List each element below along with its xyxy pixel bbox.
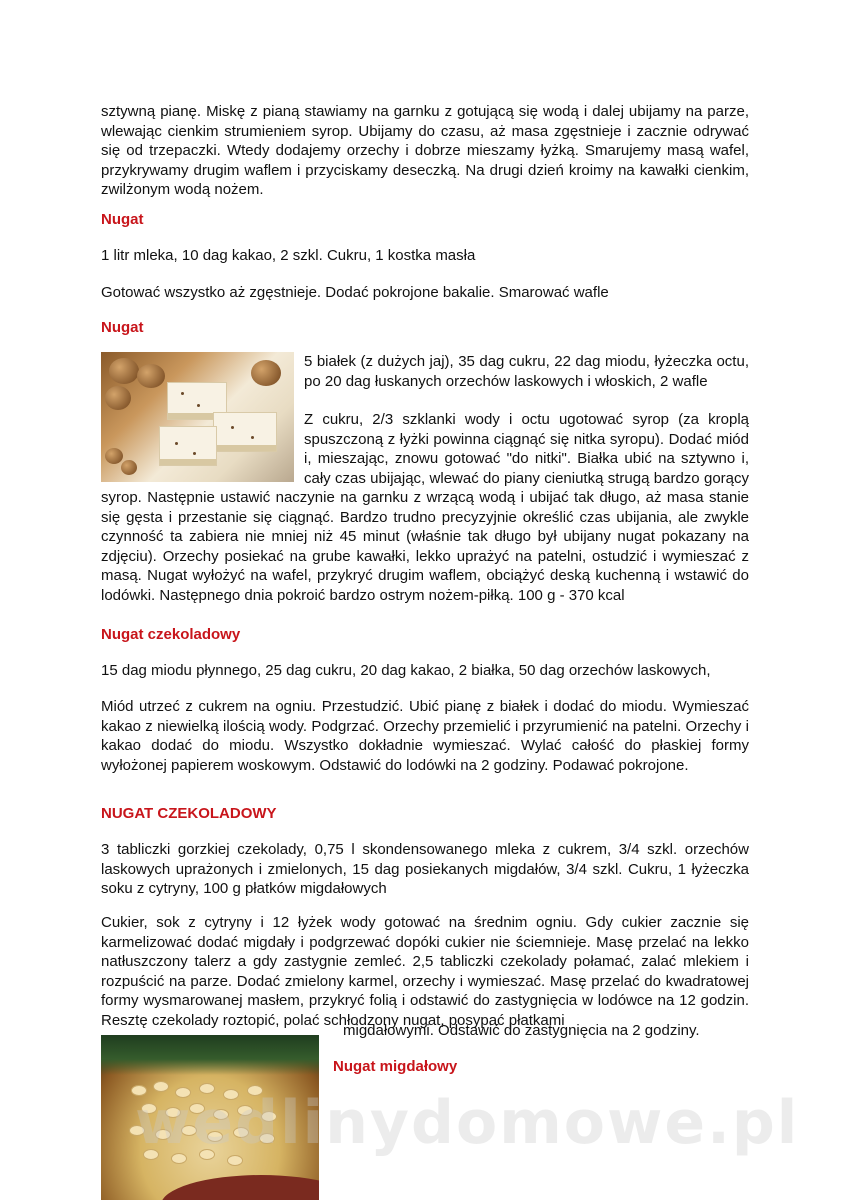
recipe-1-method: Gotować wszystko aż zgęstnieje. Dodać pokrojone bakalie. Smarować wafle bbox=[101, 284, 609, 301]
recipe-4-method-end: migdałowymi. Odstawić do zastygnięcia na 2 godziny. bbox=[343, 1022, 700, 1039]
watermark: wedlinydomowe.pl bbox=[135, 1088, 800, 1158]
recipe-4-ingredients: 3 tabliczki gorzkiej czekolady, 0,75 l skondensowanego mleka z cukrem, 3/4 szkl. orzechów laskowych uprażonych i zmielonych, 15 dag posiekanych migdałów, 3/4 szkl. Cukru, 1 łyżeczka soku z cytryny, 100 g płatków migdałowych bbox=[101, 841, 749, 897]
recipe-2-method: Z cukru, 2/3 szklanki wody i octu ugotować syrop (za kroplą spuszczoną z łyżki powinna ciągnąć się nitka syropu). Dodać miód i, mieszając, znowu gotować "do nitki". Białka ubić na sztywno i, cały czas ubijając, wlewać do piany cieniutką strugą bardzo gorący syrop. Następnie ustawić naczynie na garnku z wrzącą wodą i ubijać tak długo, aż masa stanie się gęsta i przestanie się ciągnąć. Bardzo trudno precyzyjnie określić czas ubijania, ale zwykle czynność ta zabiera nie mniej niż 45 minut (właśnie tak długo był ubijany nugat pokazany na zdjęciu). Orzechy posiekać na grube kawałki, lekko uprażyć na patelni, ostudzić i wymieszać z masą. Nugat wyłożyć na wafel, przykryć drugim waflem, obciążyć deską kuchenną i wstawić do lodówki. Następnego dnia pokroić bardzo ostrym nożem-piłką. 100 g - 370 kcal bbox=[101, 411, 749, 604]
recipe-2-body bbox=[101, 352, 749, 605]
recipe-3-ingredients: 15 dag miodu płynnego, 25 dag cukru, 20 dag kakao, 2 białka, 50 dag orzechów laskowych, bbox=[101, 662, 711, 679]
intro-paragraph: sztywną pianę. Miskę z pianą stawiamy na garnku z gotującą się wodą i dalej ubijamy na parze, wlewając cienkim strumieniem syrop. Ubijamy do czasu, aż masa zgęstnieje i zacznie odrywać się od trzepaczki. Wtedy dodajemy orzechy i dobrze mieszamy łyżką. Smarujemy masą wafel, przykrywamy drugim waflem i przyciskamy deseczką. Na drugi dzień kroimy na kawałki cienkim, zwilżonym wodą nożem. bbox=[101, 103, 749, 198]
recipe-1-title: Nugat bbox=[101, 211, 144, 228]
recipe-2-title: Nugat bbox=[101, 319, 144, 336]
recipe-2-ingredients: 5 białek (z dużych jaj), 35 dag cukru, 22 dag miodu, łyżeczka octu, po 20 dag łuskanych orzechów laskowych i włoskich, 2 wafle bbox=[304, 353, 749, 390]
recipe-3-method: Miód utrzeć z cukrem na ogniu. Przestudzić. Ubić pianę z białek i dodać do miodu. Wymieszać kakao z niewielką ilością wody. Podgrzać. Orzechy przemielić i przyrumienić na patelni. Orzechy i kakao dodać do miodu. Wszystko dokładnie wymieszać. Wylać całość do płaskiej formy wyłożonej papierem woskowym. Odstawić do lodówki na 2 godziny. Podawać pokrojone. bbox=[101, 698, 749, 774]
recipe-5-title: Nugat migdałowy bbox=[333, 1058, 458, 1075]
nougat-walnuts-photo bbox=[101, 352, 294, 482]
recipe-1-ingredients: 1 litr mleka, 10 dag kakao, 2 szkl. Cukru, 1 kostka masła bbox=[101, 247, 476, 264]
recipe-3-title: Nugat czekoladowy bbox=[101, 626, 241, 643]
recipe-4-title: NUGAT CZEKOLADOWY bbox=[101, 805, 277, 822]
recipe-4-method: Cukier, sok z cytryny i 12 łyżek wody gotować na średnim ogniu. Gdy cukier zacznie się karmelizować dodać migdały i podgrzewać dopóki cukier nie ściemnieje. Masę przelać na lekko natłuszczony talerz a gdy zastygnie zemleć. 2,5 tabliczki czekolady połamać, zalać mlekiem i rozpuścić na parze. Dodać zmielony karmel, orzechy i wymieszać. Masę przelać do kwadratowej formy wysmarowanej masłem, przykryć folią i odstawić do zastygnięcia w lodówce na 12 godzin. Resztę czekolady roztopić, polać schłodzony nugat, posypać płatkami bbox=[101, 914, 749, 1029]
